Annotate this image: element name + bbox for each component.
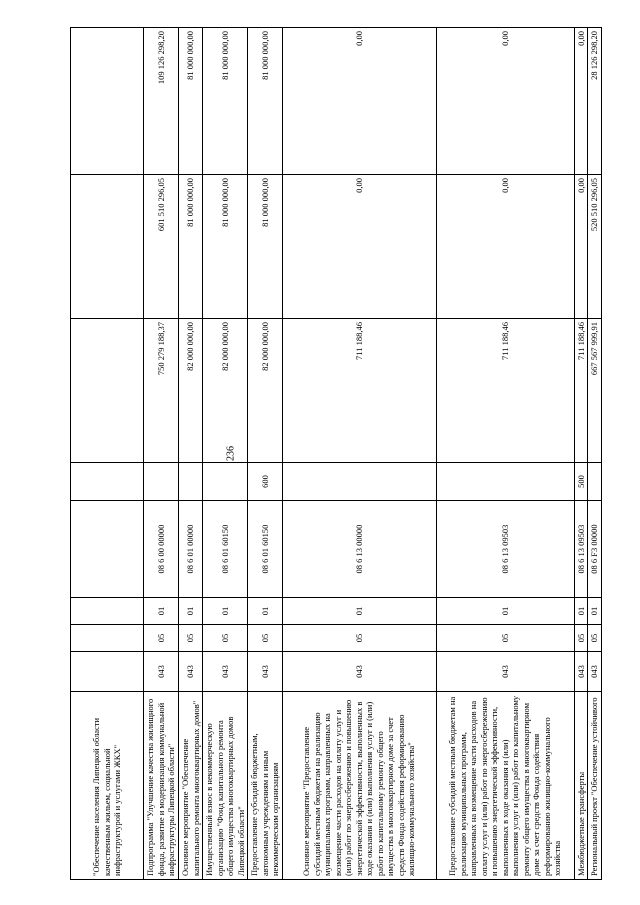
row-amount-3: 81 000 000,00	[179, 28, 203, 175]
row-amount-1: 82 000 000,00	[179, 319, 203, 463]
row-amount-2: 0,00	[436, 175, 574, 319]
row-subsection: 01	[282, 598, 436, 625]
budget-table-container	[70, 28, 599, 880]
row-amount-2: 81 000 000,00	[203, 175, 248, 319]
row-target-article	[71, 501, 144, 598]
row-amount-1: 82 000 000,00	[248, 319, 283, 463]
row-expense-type	[71, 463, 144, 501]
row-target-article: 08 6 01 60150	[203, 501, 248, 598]
row-amount-3	[71, 28, 144, 175]
row-subsection: 01	[179, 598, 203, 625]
table-row	[71, 28, 144, 880]
row-subsection: 01	[574, 598, 588, 625]
table-row	[574, 28, 588, 880]
row-section: 05	[574, 625, 588, 652]
row-ministry-code: 043	[436, 652, 574, 692]
row-section: 05	[179, 625, 203, 652]
row-amount-1: 711 188,46	[574, 319, 588, 463]
row-section: 05	[588, 625, 602, 652]
row-amount-1: 711 188,46	[436, 319, 574, 463]
row-amount-3: 81 000 000,00	[203, 28, 248, 175]
row-target-article: 08 6 13 09503	[574, 501, 588, 598]
row-name: Подпрограмма "Улучшение качества жилищного фонда, развитие и модернизация коммунальной инфраструктуры Липецкой области"	[144, 692, 179, 880]
row-section: 05	[282, 625, 436, 652]
row-amount-3: 109 126 298,20	[144, 28, 179, 175]
row-name: Основное мероприятие "Обеспечение капитального ремонта многоквартирных домов"	[179, 692, 203, 880]
row-expense-type	[282, 463, 436, 501]
row-amount-2	[71, 175, 144, 319]
budget-table	[70, 27, 602, 880]
row-amount-3: 81 000 000,00	[248, 28, 283, 175]
row-name: Предоставление субсидий бюджетным, автономным учреждениям и иным некоммерческим организациям	[248, 692, 283, 880]
row-name: "Обеспечение населения Липецкой области качественным жильем, социальной инфраструктурой и услугами ЖКХ"	[71, 692, 144, 880]
table-row	[588, 28, 602, 880]
row-expense-type	[203, 463, 248, 501]
row-section	[71, 625, 144, 652]
row-ministry-code: 043	[574, 652, 588, 692]
row-amount-1: 82 000 000,00	[203, 319, 248, 463]
row-ministry-code: 043	[248, 652, 283, 692]
row-amount-2: 601 510 296,05	[144, 175, 179, 319]
row-target-article: 08 6 00 00000	[144, 501, 179, 598]
row-amount-2: 0,00	[282, 175, 436, 319]
row-amount-2: 81 000 000,00	[179, 175, 203, 319]
row-ministry-code: 043	[282, 652, 436, 692]
row-amount-2: 520 510 296,05	[588, 175, 602, 319]
table-row	[203, 28, 248, 880]
table-row	[282, 28, 436, 880]
row-expense-type: 500	[574, 463, 588, 501]
row-target-article: 08 6 13 09503	[436, 501, 574, 598]
row-name: Имущественный взнос в некоммерческую организацию "Фонд капитального ремонта общего имущества многоквартирных домов Липецкой области"	[203, 692, 248, 880]
row-target-article: 08 6 F3 00000	[588, 501, 602, 598]
table-body	[71, 28, 602, 880]
row-section: 05	[144, 625, 179, 652]
table-row	[144, 28, 179, 880]
row-expense-type	[588, 463, 602, 501]
table-row	[179, 28, 203, 880]
row-expense-type	[144, 463, 179, 501]
row-amount-3: 28 126 298,20	[588, 28, 602, 175]
row-section: 05	[248, 625, 283, 652]
row-name: Межбюджетные трансферты	[574, 692, 588, 880]
row-section: 05	[436, 625, 574, 652]
row-ministry-code: 043	[203, 652, 248, 692]
page-number: 236	[225, 446, 237, 461]
row-expense-type	[179, 463, 203, 501]
row-name: Предоставление субсидий местным бюджетам на реализацию муниципальных программ, направленных на возмещение части расходов на оплату услуг и (или) работ по энергосбережению и повышению энергетической эффективности, выполненных в ходе оказания и (или) выполнения услуг и (или) работ по капитальному ремонту общего имущества в многоквартирном доме за счет средств Фонда содействия реформированию жилищно-коммунального хозяйства	[436, 692, 574, 880]
row-target-article: 08 6 01 00000	[179, 501, 203, 598]
row-name: Региональный проект "Обеспечение устойчивого	[588, 692, 602, 880]
row-subsection: 01	[588, 598, 602, 625]
row-amount-1: 711 188,46	[282, 319, 436, 463]
row-target-article: 08 6 01 60150	[248, 501, 283, 598]
row-amount-1: 750 279 188,37	[144, 319, 179, 463]
row-subsection: 01	[436, 598, 574, 625]
row-ministry-code: 043	[144, 652, 179, 692]
row-ministry-code	[71, 652, 144, 692]
row-expense-type: 600	[248, 463, 283, 501]
row-target-article: 08 6 13 00000	[282, 501, 436, 598]
table-row	[248, 28, 283, 880]
row-amount-3: 0,00	[282, 28, 436, 175]
row-amount-3: 0,00	[436, 28, 574, 175]
row-amount-3: 0,00	[574, 28, 588, 175]
row-subsection	[71, 598, 144, 625]
row-ministry-code: 043	[179, 652, 203, 692]
row-amount-2: 0,00	[574, 175, 588, 319]
row-amount-1: 667 567 999,91	[588, 319, 602, 463]
row-expense-type	[436, 463, 574, 501]
row-section: 05	[203, 625, 248, 652]
row-amount-1	[71, 319, 144, 463]
row-name: Основное мероприятие "Предоставление субсидий местным бюджетам на реализацию муниципальных программ, направленных на возмещение части расходов на оплату услуг и (или) работ по энергосбережению и повышению энергетической эффективности, выполненных в ходе оказания и (или) выполнения услуг и (или) работ по капитальному ремонту общего имущества в многоквартирном доме за счет средств Фонда содействия реформированию жилищно-коммунального хозяйства"	[282, 692, 436, 880]
row-amount-2: 81 000 000,00	[248, 175, 283, 319]
row-subsection: 01	[203, 598, 248, 625]
row-subsection: 01	[248, 598, 283, 625]
row-ministry-code: 043	[588, 652, 602, 692]
row-subsection: 01	[144, 598, 179, 625]
table-row	[436, 28, 574, 880]
